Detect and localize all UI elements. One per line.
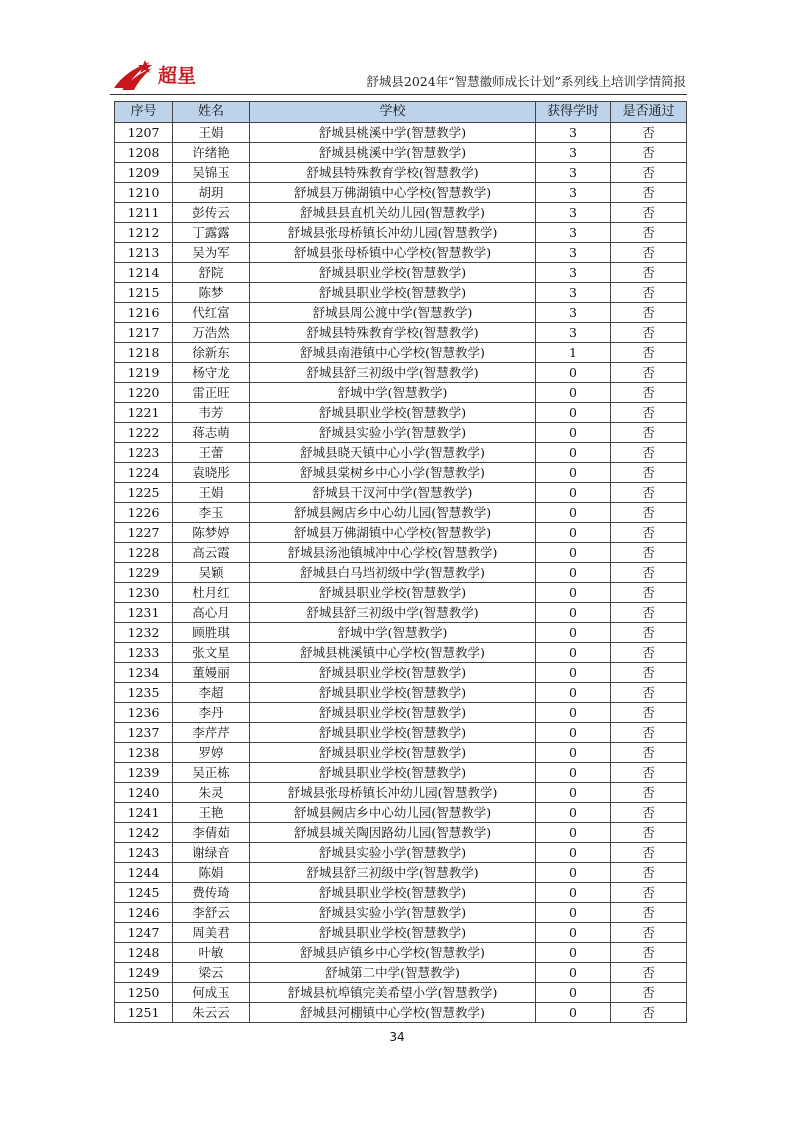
cell-school: 舒城县职业学校(智慧教学) xyxy=(250,283,536,303)
table-row xyxy=(115,1003,687,1023)
cell-name: 吴正栋 xyxy=(173,763,250,783)
cell-hours: 0 xyxy=(536,963,611,983)
cell-passed: 否 xyxy=(611,343,687,363)
cell-name: 蒋志萌 xyxy=(173,423,250,443)
cell-passed: 否 xyxy=(611,983,687,1003)
cell-name: 万浩然 xyxy=(173,323,250,343)
table-row xyxy=(115,843,687,863)
cell-hours: 0 xyxy=(536,503,611,523)
cell-passed: 否 xyxy=(611,543,687,563)
cell-school: 舒城县舒三初级中学(智慧教学) xyxy=(250,363,536,383)
cell-index: 1249 xyxy=(115,963,173,983)
cell-passed: 否 xyxy=(611,183,687,203)
cell-name: 陈梦 xyxy=(173,283,250,303)
cell-passed: 否 xyxy=(611,843,687,863)
cell-school: 舒城县阙店乡中心幼儿园(智慧教学) xyxy=(250,803,536,823)
cell-hours: 0 xyxy=(536,523,611,543)
cell-name: 罗婷 xyxy=(173,743,250,763)
cell-hours: 0 xyxy=(536,723,611,743)
cell-passed: 否 xyxy=(611,1003,687,1023)
cell-name: 李舒云 xyxy=(173,903,250,923)
table-row xyxy=(115,783,687,803)
cell-passed: 否 xyxy=(611,723,687,743)
cell-school: 舒城县张母桥镇长冲幼儿园(智慧教学) xyxy=(250,223,536,243)
table-row xyxy=(115,443,687,463)
cell-school: 舒城县桃溪中学(智慧教学) xyxy=(250,143,536,163)
cell-hours: 0 xyxy=(536,803,611,823)
cell-hours: 3 xyxy=(536,203,611,223)
cell-index: 1207 xyxy=(115,123,173,143)
cell-index: 1216 xyxy=(115,303,173,323)
cell-hours: 0 xyxy=(536,443,611,463)
cell-school: 舒城县舒三初级中学(智慧教学) xyxy=(250,603,536,623)
table-row xyxy=(115,663,687,683)
cell-hours: 3 xyxy=(536,263,611,283)
table-row xyxy=(115,143,687,163)
cell-name: 许绪艳 xyxy=(173,143,250,163)
cell-index: 1234 xyxy=(115,663,173,683)
cell-passed: 否 xyxy=(611,863,687,883)
cell-hours: 0 xyxy=(536,843,611,863)
cell-hours: 0 xyxy=(536,943,611,963)
cell-name: 彭传云 xyxy=(173,203,250,223)
cell-hours: 3 xyxy=(536,143,611,163)
cell-school: 舒城县职业学校(智慧教学) xyxy=(250,883,536,903)
cell-index: 1248 xyxy=(115,943,173,963)
table-row xyxy=(115,943,687,963)
cell-school: 舒城县实验小学(智慧教学) xyxy=(250,903,536,923)
chaoxing-logo xyxy=(112,58,204,92)
cell-name: 李超 xyxy=(173,683,250,703)
cell-index: 1246 xyxy=(115,903,173,923)
cell-school: 舒城县周公渡中学(智慧教学) xyxy=(250,303,536,323)
table-row xyxy=(115,763,687,783)
cell-school: 舒城县张母桥镇中心学校(智慧教学) xyxy=(250,243,536,263)
cell-passed: 否 xyxy=(611,823,687,843)
cell-name: 顾胜琪 xyxy=(173,623,250,643)
cell-hours: 0 xyxy=(536,663,611,683)
cell-hours: 0 xyxy=(536,463,611,483)
cell-hours: 1 xyxy=(536,343,611,363)
cell-passed: 否 xyxy=(611,163,687,183)
table-row xyxy=(115,643,687,663)
cell-index: 1240 xyxy=(115,783,173,803)
cell-name: 陈梦婷 xyxy=(173,523,250,543)
cell-name: 代红富 xyxy=(173,303,250,323)
table-row xyxy=(115,343,687,363)
table-row xyxy=(115,963,687,983)
report-title: 舒城县2024年“智慧徽师成长计划”系列线上培训学情简报 xyxy=(366,74,686,89)
logo-star-icon xyxy=(138,60,152,73)
cell-school: 舒城县特殊教育学校(智慧教学) xyxy=(250,163,536,183)
col-header-hours: 获得学时 xyxy=(536,102,611,123)
cell-name: 李玉 xyxy=(173,503,250,523)
table-row xyxy=(115,563,687,583)
cell-school: 舒城县职业学校(智慧教学) xyxy=(250,723,536,743)
cell-hours: 3 xyxy=(536,243,611,263)
table-row xyxy=(115,423,687,443)
col-header-name: 姓名 xyxy=(173,102,250,123)
table-row xyxy=(115,163,687,183)
cell-passed: 否 xyxy=(611,923,687,943)
table-row xyxy=(115,323,687,343)
cell-school: 舒城县棠树乡中心小学(智慧教学) xyxy=(250,463,536,483)
cell-index: 1210 xyxy=(115,183,173,203)
cell-name: 胡玥 xyxy=(173,183,250,203)
table-row xyxy=(115,983,687,1003)
cell-passed: 否 xyxy=(611,143,687,163)
cell-index: 1232 xyxy=(115,623,173,643)
cell-hours: 0 xyxy=(536,863,611,883)
cell-hours: 3 xyxy=(536,303,611,323)
cell-hours: 0 xyxy=(536,983,611,1003)
logo-text: 超星 xyxy=(158,65,197,87)
table-row xyxy=(115,123,687,143)
cell-index: 1230 xyxy=(115,583,173,603)
cell-school: 舒城县实验小学(智慧教学) xyxy=(250,843,536,863)
cell-index: 1225 xyxy=(115,483,173,503)
cell-passed: 否 xyxy=(611,643,687,663)
cell-name: 杨守龙 xyxy=(173,363,250,383)
cell-hours: 0 xyxy=(536,703,611,723)
cell-name: 杜月红 xyxy=(173,583,250,603)
cell-name: 梁云 xyxy=(173,963,250,983)
cell-passed: 否 xyxy=(611,323,687,343)
cell-index: 1241 xyxy=(115,803,173,823)
cell-passed: 否 xyxy=(611,803,687,823)
cell-name: 王娟 xyxy=(173,123,250,143)
cell-school: 舒城中学(智慧教学) xyxy=(250,623,536,643)
cell-index: 1243 xyxy=(115,843,173,863)
cell-school: 舒城县阙店乡中心幼儿园(智慧教学) xyxy=(250,503,536,523)
cell-school: 舒城县特殊教育学校(智慧教学) xyxy=(250,323,536,343)
cell-school: 舒城第二中学(智慧教学) xyxy=(250,963,536,983)
table-body xyxy=(115,123,687,1023)
cell-school: 舒城县干汊河中学(智慧教学) xyxy=(250,483,536,503)
cell-index: 1215 xyxy=(115,283,173,303)
table-row xyxy=(115,503,687,523)
cell-hours: 0 xyxy=(536,763,611,783)
cell-school: 舒城县白马垱初级中学(智慧教学) xyxy=(250,563,536,583)
table-row xyxy=(115,723,687,743)
cell-school: 舒城县职业学校(智慧教学) xyxy=(250,683,536,703)
cell-hours: 0 xyxy=(536,883,611,903)
cell-index: 1224 xyxy=(115,463,173,483)
cell-index: 1211 xyxy=(115,203,173,223)
cell-name: 徐新东 xyxy=(173,343,250,363)
table-row xyxy=(115,403,687,423)
cell-hours: 0 xyxy=(536,783,611,803)
table-row xyxy=(115,603,687,623)
cell-name: 谢绿音 xyxy=(173,843,250,863)
table-row xyxy=(115,543,687,563)
cell-index: 1222 xyxy=(115,423,173,443)
cell-index: 1244 xyxy=(115,863,173,883)
table-row xyxy=(115,623,687,643)
cell-passed: 否 xyxy=(611,943,687,963)
cell-hours: 0 xyxy=(536,423,611,443)
cell-name: 吴锦玉 xyxy=(173,163,250,183)
table-row xyxy=(115,243,687,263)
cell-passed: 否 xyxy=(611,683,687,703)
table-row xyxy=(115,223,687,243)
cell-school: 舒城县庐镇乡中心学校(智慧教学) xyxy=(250,943,536,963)
cell-passed: 否 xyxy=(611,383,687,403)
cell-index: 1212 xyxy=(115,223,173,243)
cell-hours: 0 xyxy=(536,363,611,383)
cell-index: 1236 xyxy=(115,703,173,723)
cell-name: 吴为军 xyxy=(173,243,250,263)
cell-passed: 否 xyxy=(611,783,687,803)
cell-index: 1242 xyxy=(115,823,173,843)
table-row xyxy=(115,923,687,943)
cell-passed: 否 xyxy=(611,583,687,603)
cell-school: 舒城县舒三初级中学(智慧教学) xyxy=(250,863,536,883)
col-header-passed: 是否通过 xyxy=(611,102,687,123)
cell-passed: 否 xyxy=(611,603,687,623)
cell-school: 舒城县职业学校(智慧教学) xyxy=(250,663,536,683)
cell-index: 1226 xyxy=(115,503,173,523)
col-header-school: 学校 xyxy=(250,102,536,123)
cell-name: 李丹 xyxy=(173,703,250,723)
cell-index: 1251 xyxy=(115,1003,173,1023)
table-row xyxy=(115,743,687,763)
cell-name: 韦芳 xyxy=(173,403,250,423)
cell-name: 李芹芹 xyxy=(173,723,250,743)
cell-school: 舒城中学(智慧教学) xyxy=(250,383,536,403)
cell-passed: 否 xyxy=(611,763,687,783)
cell-name: 李倩茹 xyxy=(173,823,250,843)
cell-hours: 0 xyxy=(536,603,611,623)
cell-passed: 否 xyxy=(611,503,687,523)
cell-index: 1223 xyxy=(115,443,173,463)
cell-hours: 0 xyxy=(536,643,611,663)
header-divider xyxy=(110,94,687,95)
cell-hours: 0 xyxy=(536,923,611,943)
cell-passed: 否 xyxy=(611,123,687,143)
cell-hours: 3 xyxy=(536,323,611,343)
cell-passed: 否 xyxy=(611,743,687,763)
table-row xyxy=(115,203,687,223)
cell-index: 1247 xyxy=(115,923,173,943)
cell-hours: 3 xyxy=(536,223,611,243)
cell-school: 舒城县晓天镇中心小学(智慧教学) xyxy=(250,443,536,463)
cell-hours: 0 xyxy=(536,543,611,563)
cell-index: 1209 xyxy=(115,163,173,183)
cell-name: 高心月 xyxy=(173,603,250,623)
cell-index: 1214 xyxy=(115,263,173,283)
cell-hours: 0 xyxy=(536,583,611,603)
table-row xyxy=(115,363,687,383)
cell-school: 舒城县汤池镇城冲中心学校(智慧教学) xyxy=(250,543,536,563)
cell-school: 舒城县桃溪镇中心学校(智慧教学) xyxy=(250,643,536,663)
table-row xyxy=(115,903,687,923)
cell-hours: 3 xyxy=(536,183,611,203)
cell-name: 何成玉 xyxy=(173,983,250,1003)
cell-name: 董嫚丽 xyxy=(173,663,250,683)
cell-index: 1218 xyxy=(115,343,173,363)
table-header-row xyxy=(115,102,687,123)
cell-passed: 否 xyxy=(611,903,687,923)
cell-index: 1208 xyxy=(115,143,173,163)
cell-passed: 否 xyxy=(611,483,687,503)
cell-passed: 否 xyxy=(611,563,687,583)
cell-name: 高云霞 xyxy=(173,543,250,563)
cell-school: 舒城县职业学校(智慧教学) xyxy=(250,583,536,603)
cell-name: 袁晓彤 xyxy=(173,463,250,483)
cell-school: 舒城县杭埠镇完美希望小学(智慧教学) xyxy=(250,983,536,1003)
cell-name: 丁露露 xyxy=(173,223,250,243)
cell-name: 王娟 xyxy=(173,483,250,503)
cell-school: 舒城县万佛湖镇中心学校(智慧教学) xyxy=(250,183,536,203)
cell-passed: 否 xyxy=(611,423,687,443)
cell-passed: 否 xyxy=(611,243,687,263)
cell-school: 舒城县职业学校(智慧教学) xyxy=(250,263,536,283)
cell-hours: 0 xyxy=(536,483,611,503)
cell-name: 周美君 xyxy=(173,923,250,943)
cell-school: 舒城县南港镇中心学校(智慧教学) xyxy=(250,343,536,363)
cell-index: 1250 xyxy=(115,983,173,1003)
cell-school: 舒城县职业学校(智慧教学) xyxy=(250,703,536,723)
cell-hours: 0 xyxy=(536,683,611,703)
cell-school: 舒城县桃溪中学(智慧教学) xyxy=(250,123,536,143)
table-row xyxy=(115,863,687,883)
table-row xyxy=(115,883,687,903)
cell-passed: 否 xyxy=(611,663,687,683)
cell-passed: 否 xyxy=(611,203,687,223)
cell-index: 1228 xyxy=(115,543,173,563)
cell-index: 1233 xyxy=(115,643,173,663)
table-row xyxy=(115,583,687,603)
cell-name: 朱灵 xyxy=(173,783,250,803)
cell-passed: 否 xyxy=(611,703,687,723)
cell-school: 舒城县实验小学(智慧教学) xyxy=(250,423,536,443)
cell-name: 叶敏 xyxy=(173,943,250,963)
cell-school: 舒城县职业学校(智慧教学) xyxy=(250,403,536,423)
cell-passed: 否 xyxy=(611,303,687,323)
cell-index: 1231 xyxy=(115,603,173,623)
cell-hours: 0 xyxy=(536,383,611,403)
cell-hours: 0 xyxy=(536,1003,611,1023)
table-row xyxy=(115,263,687,283)
cell-hours: 0 xyxy=(536,403,611,423)
table-row xyxy=(115,183,687,203)
cell-passed: 否 xyxy=(611,283,687,303)
cell-index: 1217 xyxy=(115,323,173,343)
table-row xyxy=(115,303,687,323)
cell-school: 舒城县城关陶因路幼儿园(智慧教学) xyxy=(250,823,536,843)
cell-hours: 3 xyxy=(536,283,611,303)
cell-index: 1219 xyxy=(115,363,173,383)
table-row xyxy=(115,803,687,823)
cell-name: 王蕾 xyxy=(173,443,250,463)
cell-passed: 否 xyxy=(611,463,687,483)
cell-index: 1239 xyxy=(115,763,173,783)
cell-index: 1220 xyxy=(115,383,173,403)
cell-name: 舒院 xyxy=(173,263,250,283)
cell-index: 1213 xyxy=(115,243,173,263)
cell-passed: 否 xyxy=(611,403,687,423)
cell-school: 舒城县张母桥镇长冲幼儿园(智慧教学) xyxy=(250,783,536,803)
cell-passed: 否 xyxy=(611,963,687,983)
table-row xyxy=(115,283,687,303)
cell-passed: 否 xyxy=(611,883,687,903)
cell-index: 1238 xyxy=(115,743,173,763)
cell-hours: 0 xyxy=(536,623,611,643)
cell-index: 1237 xyxy=(115,723,173,743)
cell-name: 吴颖 xyxy=(173,563,250,583)
cell-name: 张文星 xyxy=(173,643,250,663)
cell-hours: 0 xyxy=(536,823,611,843)
table-row xyxy=(115,703,687,723)
cell-hours: 3 xyxy=(536,163,611,183)
cell-name: 王艳 xyxy=(173,803,250,823)
table-row xyxy=(115,383,687,403)
cell-hours: 3 xyxy=(536,123,611,143)
cell-hours: 0 xyxy=(536,563,611,583)
table-row xyxy=(115,523,687,543)
cell-passed: 否 xyxy=(611,623,687,643)
cell-name: 陈娟 xyxy=(173,863,250,883)
cell-school: 舒城县万佛湖镇中心学校(智慧教学) xyxy=(250,523,536,543)
table-row xyxy=(115,823,687,843)
training-status-table xyxy=(114,101,687,1023)
col-header-index: 序号 xyxy=(115,102,173,123)
cell-passed: 否 xyxy=(611,523,687,543)
table-row xyxy=(115,463,687,483)
cell-hours: 0 xyxy=(536,743,611,763)
cell-passed: 否 xyxy=(611,443,687,463)
cell-passed: 否 xyxy=(611,223,687,243)
cell-name: 朱云云 xyxy=(173,1003,250,1023)
cell-name: 雷正旺 xyxy=(173,383,250,403)
cell-index: 1245 xyxy=(115,883,173,903)
cell-hours: 0 xyxy=(536,903,611,923)
cell-school: 舒城县河棚镇中心学校(智慧教学) xyxy=(250,1003,536,1023)
cell-passed: 否 xyxy=(611,363,687,383)
table-row xyxy=(115,683,687,703)
cell-school: 舒城县职业学校(智慧教学) xyxy=(250,743,536,763)
cell-index: 1229 xyxy=(115,563,173,583)
cell-index: 1227 xyxy=(115,523,173,543)
cell-passed: 否 xyxy=(611,263,687,283)
cell-school: 舒城县县直机关幼儿园(智慧教学) xyxy=(250,203,536,223)
page-number: 34 xyxy=(389,1030,405,1044)
table-row xyxy=(115,483,687,503)
cell-index: 1221 xyxy=(115,403,173,423)
cell-school: 舒城县职业学校(智慧教学) xyxy=(250,763,536,783)
cell-index: 1235 xyxy=(115,683,173,703)
cell-name: 费传琦 xyxy=(173,883,250,903)
cell-school: 舒城县职业学校(智慧教学) xyxy=(250,923,536,943)
